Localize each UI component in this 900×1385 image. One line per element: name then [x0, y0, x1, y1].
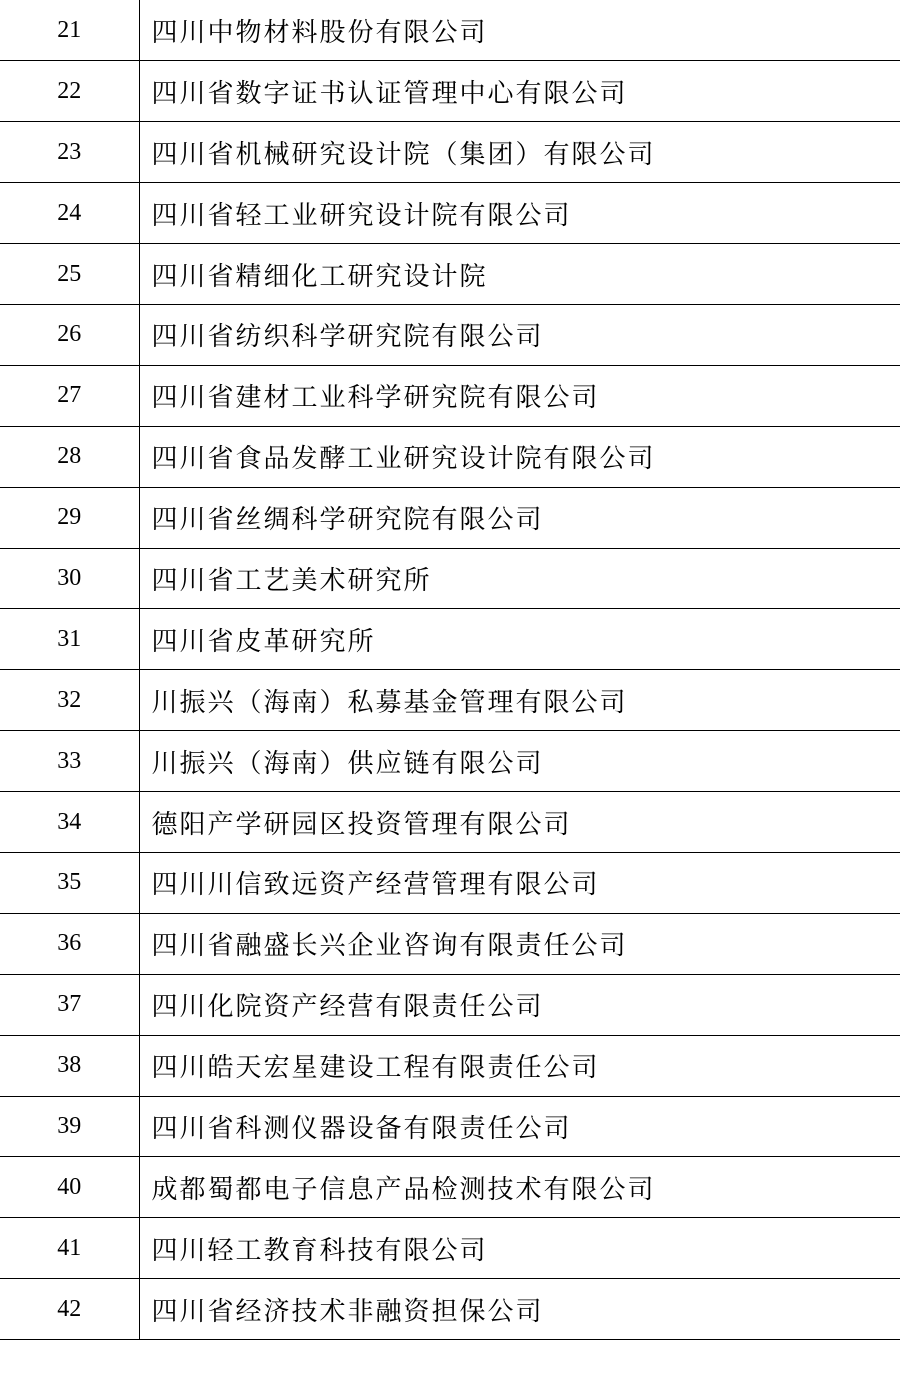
table-row	[0, 852, 900, 913]
company-name: 四川省工艺美术研究所	[139, 548, 900, 609]
row-number: 27	[0, 365, 139, 426]
row-number: 29	[0, 487, 139, 548]
company-name: 四川省建材工业科学研究院有限公司	[139, 365, 900, 426]
company-name: 四川省纺织科学研究院有限公司	[139, 304, 900, 365]
company-name: 四川化院资产经营有限责任公司	[139, 974, 900, 1035]
row-number: 34	[0, 792, 139, 853]
table-row	[0, 1157, 900, 1218]
row-number: 35	[0, 852, 139, 913]
company-name: 四川省融盛长兴企业咨询有限责任公司	[139, 913, 900, 974]
row-number: 22	[0, 61, 139, 122]
company-name: 川振兴（海南）供应链有限公司	[139, 731, 900, 792]
table-row	[0, 913, 900, 974]
row-number: 21	[0, 0, 139, 61]
row-number: 26	[0, 304, 139, 365]
row-number: 42	[0, 1279, 139, 1340]
table-row	[0, 609, 900, 670]
table-row	[0, 61, 900, 122]
company-name: 四川省丝绸科学研究院有限公司	[139, 487, 900, 548]
table-row	[0, 548, 900, 609]
company-name: 四川川信致远资产经营管理有限公司	[139, 852, 900, 913]
row-number: 25	[0, 244, 139, 305]
company-name: 四川省皮革研究所	[139, 609, 900, 670]
table-row	[0, 792, 900, 853]
row-number: 33	[0, 731, 139, 792]
table-row	[0, 304, 900, 365]
company-name: 四川省轻工业研究设计院有限公司	[139, 183, 900, 244]
table-row	[0, 1035, 900, 1096]
row-number: 32	[0, 670, 139, 731]
row-number: 40	[0, 1157, 139, 1218]
table-row	[0, 974, 900, 1035]
company-name: 四川省数字证书认证管理中心有限公司	[139, 61, 900, 122]
row-number: 39	[0, 1096, 139, 1157]
company-name: 四川中物材料股份有限公司	[139, 0, 900, 61]
company-name: 四川皓天宏星建设工程有限责任公司	[139, 1035, 900, 1096]
table-row	[0, 0, 900, 61]
row-number: 41	[0, 1218, 139, 1279]
company-name: 四川省科测仪器设备有限责任公司	[139, 1096, 900, 1157]
row-number: 38	[0, 1035, 139, 1096]
table-row	[0, 426, 900, 487]
row-number: 37	[0, 974, 139, 1035]
table-row	[0, 670, 900, 731]
row-number: 28	[0, 426, 139, 487]
table-row	[0, 244, 900, 305]
table-row	[0, 365, 900, 426]
table-row	[0, 1096, 900, 1157]
row-number: 24	[0, 183, 139, 244]
row-number: 30	[0, 548, 139, 609]
company-name: 成都蜀都电子信息产品检测技术有限公司	[139, 1157, 900, 1218]
table-row	[0, 487, 900, 548]
company-name: 四川省食品发酵工业研究设计院有限公司	[139, 426, 900, 487]
table-row	[0, 122, 900, 183]
company-name: 四川省经济技术非融资担保公司	[139, 1279, 900, 1340]
company-name: 德阳产学研园区投资管理有限公司	[139, 792, 900, 853]
table-row	[0, 1218, 900, 1279]
company-name: 四川省机械研究设计院（集团）有限公司	[139, 122, 900, 183]
table-row	[0, 731, 900, 792]
row-number: 23	[0, 122, 139, 183]
row-number: 31	[0, 609, 139, 670]
table-row	[0, 183, 900, 244]
company-name: 四川轻工教育科技有限公司	[139, 1218, 900, 1279]
company-name: 川振兴（海南）私募基金管理有限公司	[139, 670, 900, 731]
company-name: 四川省精细化工研究设计院	[139, 244, 900, 305]
row-number: 36	[0, 913, 139, 974]
table-row	[0, 1279, 900, 1340]
